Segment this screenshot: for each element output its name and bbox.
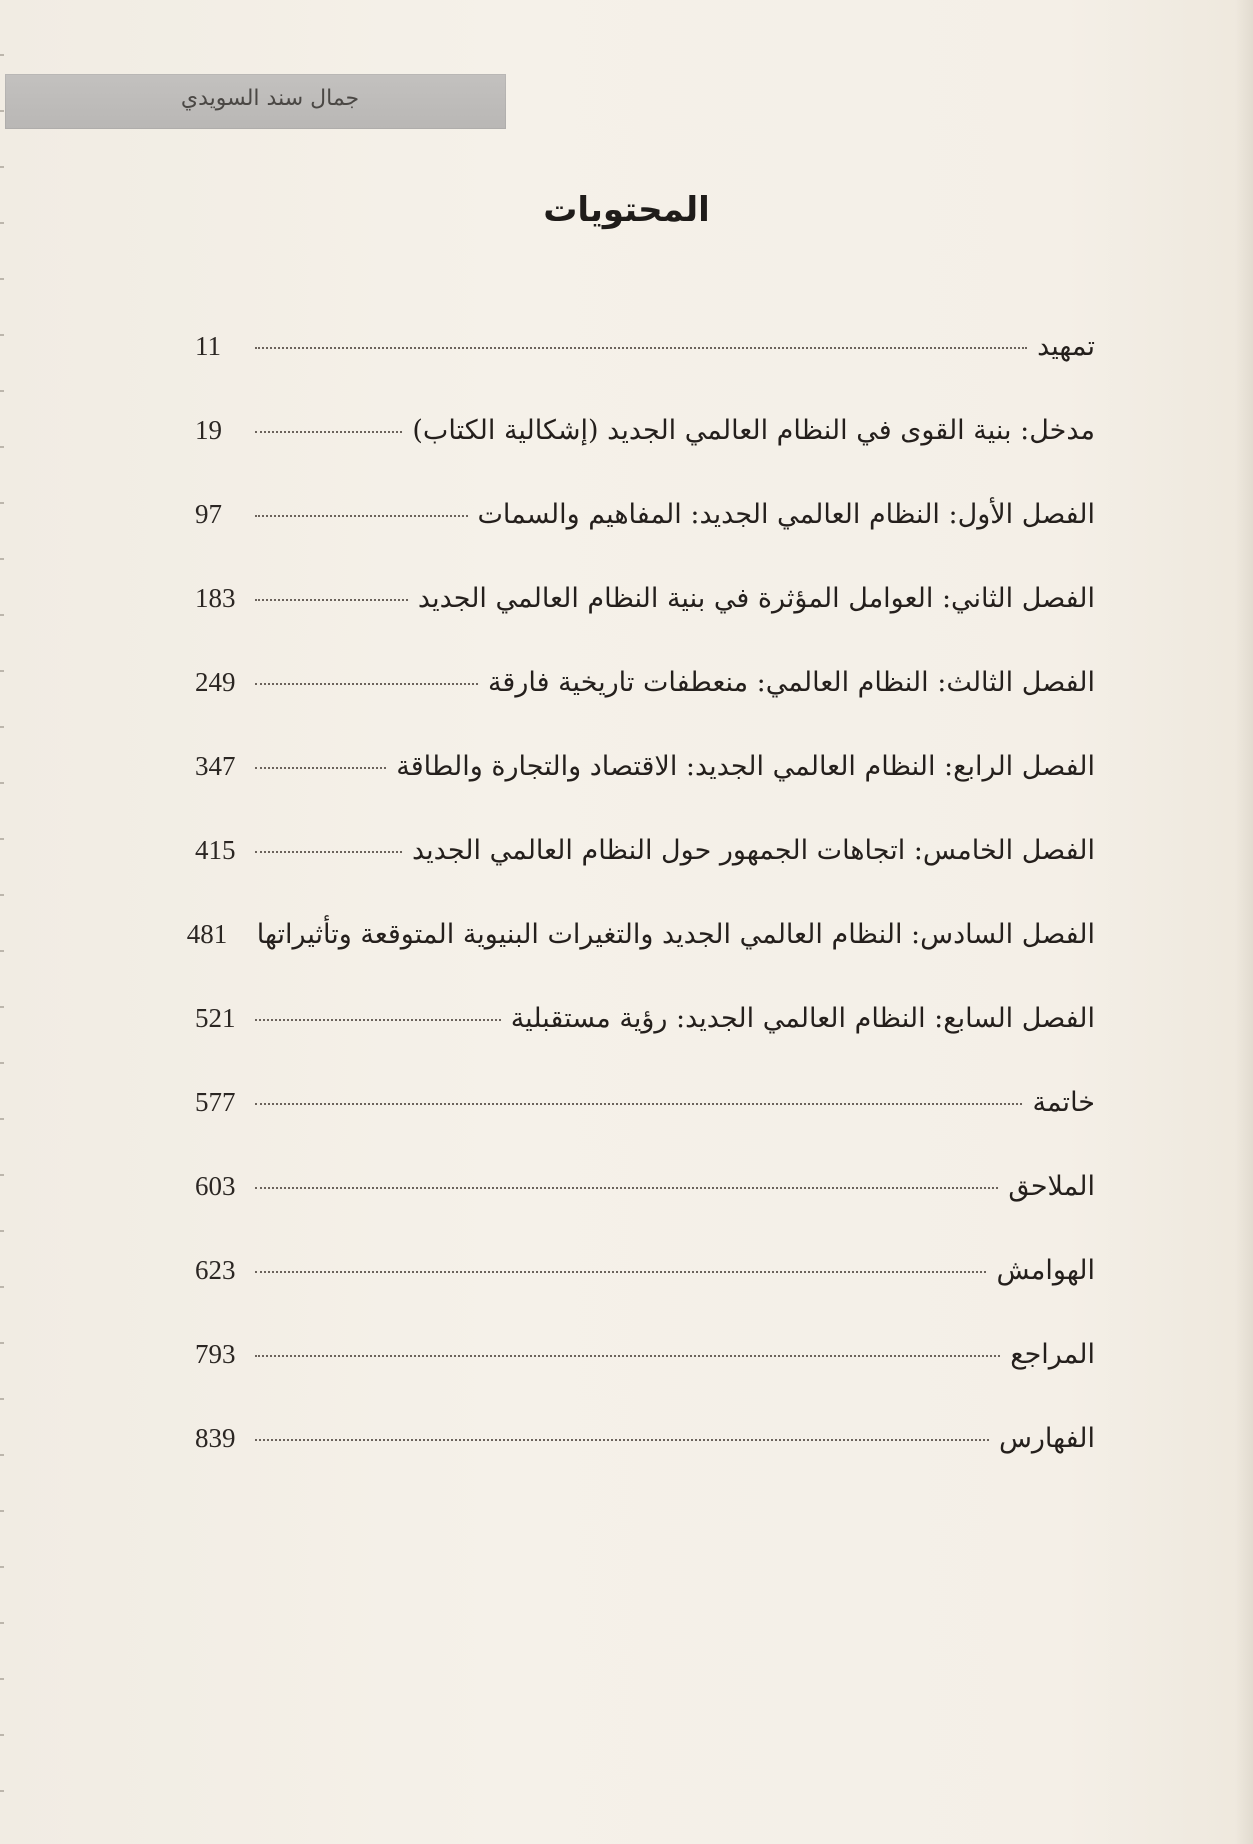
toc-entry bbox=[195, 1326, 1095, 1410]
toc-entry-label: الفصل الثاني: العوامل المؤثرة في بنية النظام العالمي الجديد bbox=[417, 583, 1095, 614]
toc-entry-label: الفصل السادس: النظام العالمي الجديد والتغيرات البنيوية المتوقعة وتأثيراتها bbox=[256, 919, 1095, 950]
toc-entry bbox=[195, 1410, 1095, 1494]
toc-entry bbox=[195, 822, 1095, 906]
toc-entry-label: الفصل السابع: النظام العالمي الجديد: رؤية مستقبلية bbox=[510, 1003, 1095, 1034]
page-gutter-shadow bbox=[1235, 0, 1253, 1844]
toc-entry-page: 481 bbox=[186, 919, 228, 949]
toc-entry bbox=[195, 570, 1095, 654]
toc-entry-page: 183 bbox=[195, 583, 236, 613]
toc-leader-dots bbox=[255, 1019, 501, 1021]
toc-leader-dots bbox=[255, 851, 402, 853]
toc-entry-label: الفصل الرابع: النظام العالمي الجديد: الاقتصاد والتجارة والطاقة bbox=[396, 751, 1095, 782]
toc-entry-page: 249 bbox=[195, 667, 236, 697]
toc-entry-page: 577 bbox=[195, 1087, 236, 1117]
toc-entry-page: 603 bbox=[195, 1171, 236, 1201]
toc-entry bbox=[186, 906, 1095, 990]
toc-leader-dots bbox=[255, 515, 468, 517]
toc-leader-dots bbox=[255, 1103, 1022, 1105]
toc-entry-page: 347 bbox=[195, 751, 236, 781]
toc-leader-dots bbox=[255, 1271, 986, 1273]
toc-entry-page: 11 bbox=[195, 331, 221, 361]
toc-entry-label: خاتمة bbox=[1032, 1087, 1095, 1118]
toc-entry-label: مدخل: بنية القوى في النظام العالمي الجديد (إشكالية الكتاب) bbox=[412, 415, 1095, 446]
toc-entry bbox=[195, 1242, 1095, 1326]
page-title: المحتويات bbox=[543, 190, 710, 230]
toc-leader-dots bbox=[255, 599, 408, 601]
toc-entry-page: 19 bbox=[195, 415, 222, 445]
toc-leader-dots bbox=[255, 683, 478, 685]
toc-entry-label: الفصل الأول: النظام العالمي الجديد: المفاهيم والسمات bbox=[477, 499, 1095, 530]
toc-entry-page: 97 bbox=[195, 499, 222, 529]
toc-entry bbox=[195, 990, 1095, 1074]
toc-entry-page: 415 bbox=[195, 835, 236, 865]
toc-entry-page: 623 bbox=[195, 1255, 236, 1285]
toc-entry bbox=[195, 402, 1095, 486]
toc-entry bbox=[195, 738, 1095, 822]
toc-leader-dots bbox=[255, 1187, 998, 1189]
toc-entry-label: الملاحق bbox=[1008, 1171, 1095, 1202]
toc-entry-page: 793 bbox=[195, 1339, 236, 1369]
toc-entry bbox=[195, 1074, 1095, 1158]
toc-entry-label: المراجع bbox=[1010, 1339, 1095, 1370]
toc-entry bbox=[195, 1158, 1095, 1242]
toc-entry-page: 839 bbox=[195, 1423, 236, 1453]
toc-entry bbox=[195, 654, 1095, 738]
toc-leader-dots bbox=[255, 1439, 989, 1441]
toc-entry-label: الفصل الخامس: اتجاهات الجمهور حول النظام العالمي الجديد bbox=[411, 835, 1095, 866]
toc-leader-dots bbox=[255, 431, 402, 433]
table-of-contents bbox=[186, 318, 1095, 1494]
toc-entry-label: الفهارس bbox=[998, 1423, 1095, 1454]
toc-entry-label: تمهيد bbox=[1037, 331, 1095, 362]
toc-entry bbox=[195, 318, 1095, 402]
page-edge-marks bbox=[0, 0, 4, 1844]
running-header-author: جمال سند السويدي bbox=[180, 86, 360, 111]
toc-entry-label: الهوامش bbox=[996, 1255, 1095, 1286]
toc-leader-dots bbox=[255, 1355, 1000, 1357]
toc-leader-dots bbox=[255, 347, 1027, 349]
toc-leader-dots bbox=[255, 767, 386, 769]
toc-entry-page: 521 bbox=[195, 1003, 236, 1033]
toc-entry bbox=[195, 486, 1095, 570]
toc-entry-label: الفصل الثالث: النظام العالمي: منعطفات تاريخية فارقة bbox=[487, 667, 1095, 698]
